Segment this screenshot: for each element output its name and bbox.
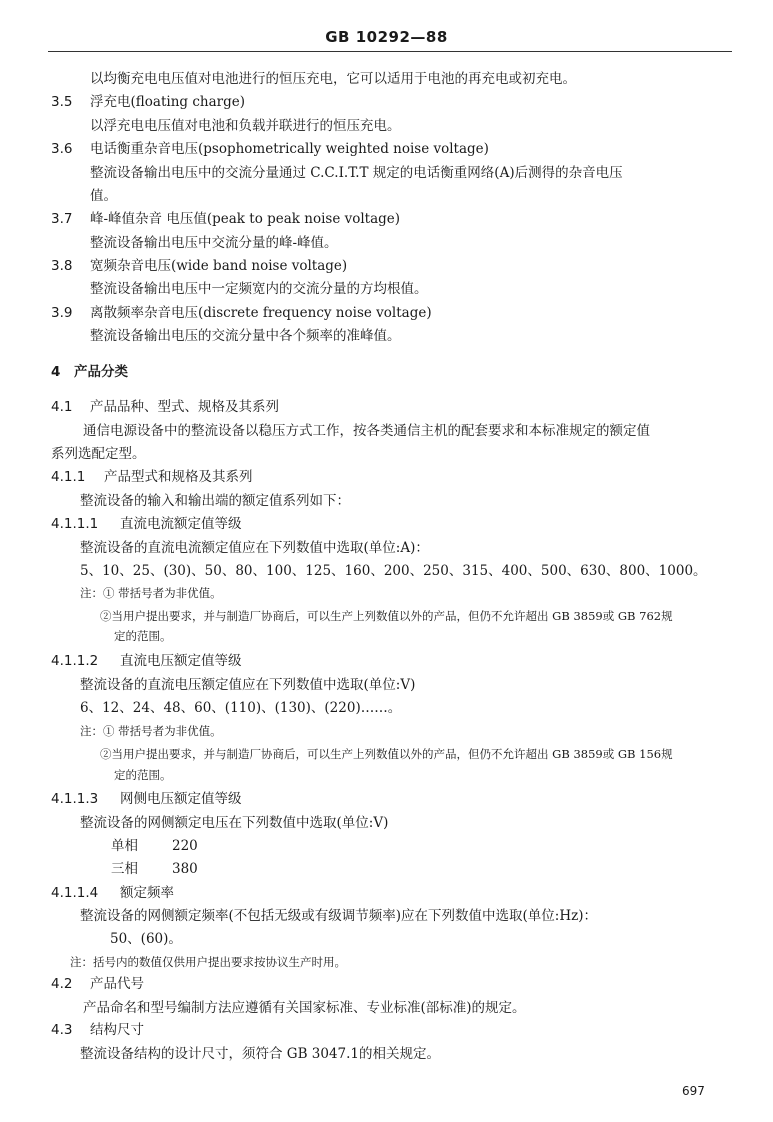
note-line: 注：① 带括号者为非优值。	[80, 586, 222, 600]
clause-number: 4.2	[51, 976, 73, 992]
clause-heading: 额定频率	[120, 885, 174, 901]
clause-heading: 直流电流额定值等级	[120, 516, 242, 532]
text-line: 整流设备的直流电流额定值应在下列数值中选取(单位:A)：	[80, 540, 429, 556]
clause-number: 4.1.1.3	[51, 791, 99, 807]
table-label: 三相	[111, 861, 138, 877]
text-line: 整流设备的网侧额定电压在下列数值中选取(单位:V)	[80, 815, 389, 831]
clause-number: 4.1.1.1	[51, 516, 99, 532]
clause-heading: 结构尺寸	[90, 1022, 144, 1038]
text-line: 整流设备输出电压的交流分量中各个频率的准峰值。	[90, 328, 401, 344]
clause-number: 3.9	[51, 305, 73, 321]
text-line: 整流设备的输入和输出端的额定值系列如下：	[80, 493, 350, 509]
text-line: 整流设备结构的设计尺寸，须符合 GB 3047.1的相关规定。	[80, 1046, 441, 1062]
clause-number: 3.6	[51, 141, 73, 157]
text-line: 整流设备的网侧额定频率(不包括无级或有级调节频率)应在下列数值中选取(单位:Hz)：	[80, 908, 598, 924]
clause-heading: 峰-峰值杂音 电压值(peak to peak noise voltage)	[90, 211, 401, 227]
clause-number: 4.1.1	[51, 469, 86, 485]
clause-heading: 产品品种、型式、规格及其系列	[90, 399, 279, 415]
clause-number: 4.1	[51, 399, 73, 415]
note-line: 定的范围。	[114, 629, 172, 643]
table-value: 380	[172, 861, 198, 877]
clause-number: 3.5	[51, 94, 73, 110]
note-line: 注：括号内的数值仅供用户提出要求按协议生产时用。	[70, 955, 346, 969]
text-line: 系列选配定型。	[51, 446, 146, 462]
clause-heading: 离散频率杂音电压(discrete frequency noise voltage)	[90, 305, 432, 321]
text-line: 值。	[90, 188, 117, 204]
clause-heading: 宽频杂音电压(wide band noise voltage)	[90, 258, 348, 274]
text-line: 50、(60)。	[110, 931, 182, 947]
text-line: 6、12、24、48、60、(110)、(130)、(220)……。	[80, 700, 402, 716]
clause-heading: 浮充电(floating charge)	[90, 94, 245, 110]
clause-heading: 网侧电压额定值等级	[120, 791, 242, 807]
note-line: ②当用户提出要求，并与制造厂协商后，可以生产上列数值以外的产品，但仍不允许超出 GB 3859或 GB 156规	[100, 747, 673, 761]
clause-number: 4.1.1.4	[51, 885, 99, 901]
text-line: 以均衡充电电压值对电池进行的恒压充电，它可以适用于电池的再充电或初充电。	[90, 71, 576, 87]
header-rule	[48, 51, 732, 52]
clause-heading: 产品型式和规格及其系列	[104, 469, 253, 485]
text-line: 整流设备的直流电压额定值应在下列数值中选取(单位:V)	[80, 677, 416, 693]
table-label: 单相	[111, 838, 138, 854]
text-line: 整流设备输出电压中一定频宽内的交流分量的方均根值。	[90, 281, 428, 297]
clause-heading: 直流电压额定值等级	[120, 653, 242, 669]
note-line: ②当用户提出要求，并与制造厂协商后，可以生产上列数值以外的产品，但仍不允许超出 GB 3859或 GB 762规	[100, 609, 673, 623]
clause-heading: 电话衡重杂音电压(psophometrically weighted noise voltage)	[90, 141, 489, 157]
page-number: 697	[682, 1084, 705, 1098]
clause-number: 3.8	[51, 258, 73, 274]
text-line: 5、10、25、(30)、50、80、100、125、160、200、250、315、400、500、630、800、1000。	[80, 563, 707, 579]
clause-number: 4.3	[51, 1022, 73, 1038]
section-heading: 产品分类	[74, 364, 128, 380]
note-line: 定的范围。	[114, 768, 172, 782]
text-line: 以浮充电电压值对电池和负载并联进行的恒压充电。	[90, 118, 401, 134]
clause-number: 4.1.1.2	[51, 653, 99, 669]
section-number: 4	[51, 364, 61, 380]
note-line: 注：① 带括号者为非优值。	[80, 724, 222, 738]
table-value: 220	[172, 838, 198, 854]
text-line: 通信电源设备中的整流设备以稳压方式工作，按各类通信主机的配套要求和本标准规定的额定值	[83, 423, 650, 439]
document-header: GB 10292—88	[325, 28, 448, 46]
clause-heading: 产品代号	[90, 976, 144, 992]
text-line: 整流设备输出电压中的交流分量通过 C.C.I.T.T 规定的电话衡重网络(A)后测得的杂音电压	[90, 165, 623, 181]
clause-number: 3.7	[51, 211, 73, 227]
text-line: 整流设备输出电压中交流分量的峰-峰值。	[90, 235, 338, 251]
text-line: 产品命名和型号编制方法应遵循有关国家标准、专业标准(部标准)的规定。	[83, 1000, 526, 1016]
